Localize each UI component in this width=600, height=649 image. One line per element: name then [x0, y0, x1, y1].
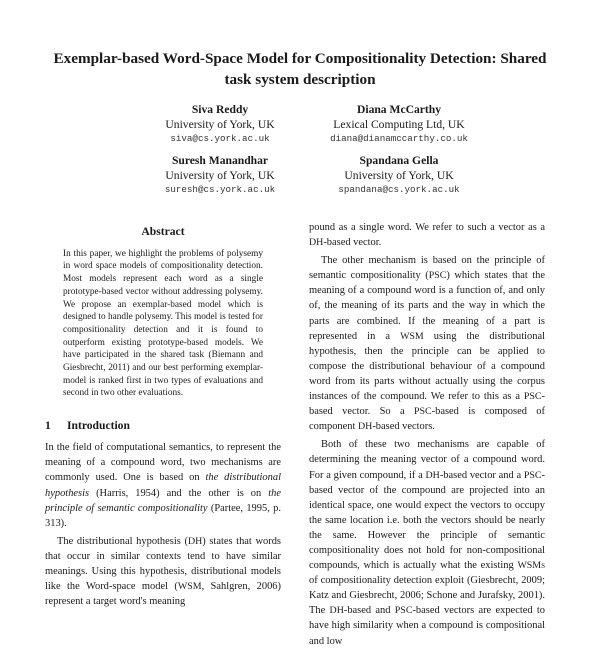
- body-paragraph: [309, 437, 545, 648]
- text: using the distributional hypothesis, then the principle can be applied to compose the distributional behaviour of a compound word from its parts without actually using the corpus instances of the compound. We refer to this as a: [309, 330, 545, 403]
- text: -based vector.: [323, 237, 382, 249]
- intro-paragraph: [45, 534, 281, 609]
- abstract-heading: Abstract: [141, 225, 185, 238]
- body-paragraph: [309, 220, 545, 250]
- acronym: DH: [329, 605, 344, 617]
- author-name: Spandana Gella: [359, 154, 439, 167]
- acronym: DH: [187, 535, 203, 547]
- text: pound as a single word. We refer to such a vector as a: [309, 222, 545, 233]
- abstract-text: In this paper, we highlight the problems of polysemy in word space models of compositionality detection. Most models represent each word as a single prototype-based vector without addressing polysemy. We propose an exemplar-based model which is designed to handle polysemy. This model is tested for compositionality detection and it is found to outperform existing prototype-based models. We have participated in the shared task (Biemann and Giesbrecht, 2011) and our best performing exemplar-model is ranked first in two types of evaluations and second in two other evaluations.: [63, 248, 263, 399]
- acronym: DH: [358, 421, 373, 433]
- author-affiliation: University of York, UK: [344, 169, 454, 182]
- acronym: PSC: [523, 469, 542, 481]
- text: ) which states that the meaning of a compound word is a function of, and only of, the meaning of its parts and the way in which the parts are combined. If the meaning of a part is represented in a: [309, 270, 545, 342]
- acronym: PSC: [428, 270, 447, 282]
- left-column: [45, 226, 281, 609]
- text: -based vector. So a: [309, 391, 545, 418]
- author-email: siva@cs.york.ac.uk: [170, 133, 270, 144]
- intro-paragraph: [45, 440, 281, 531]
- text-italic: the principle of semantic compositionality: [45, 487, 281, 514]
- text: The distributional hypothesis (: [57, 535, 188, 547]
- acronym: WSMs: [517, 560, 545, 572]
- abstract: [45, 226, 281, 400]
- acronym: DH: [309, 237, 324, 249]
- text: -based vectors are expected to have high similarity when a compound is compositional and low: [309, 605, 546, 647]
- author-email: spandana@cs.york.ac.uk: [338, 184, 460, 195]
- text: -based vectors.: [372, 421, 435, 433]
- text: of compositionality detection exploit (Giesbrecht, 2009; Katz and Giesbrecht, 2006; Schone and Jurafsky, 2001). The: [309, 575, 545, 617]
- text: -based and: [343, 605, 395, 617]
- text: (Partee, 1995, p. 313).: [45, 502, 281, 529]
- author-affiliation: University of York, UK: [165, 118, 275, 131]
- text: Both of these two mechanisms are capable of determining the meaning vector of a compound word. For a given compound, if a: [309, 439, 545, 481]
- author-affiliation: Lexical Computing Ltd, UK: [333, 118, 465, 131]
- text: ) states that words that occur in similar contexts tend to have similar meanings. Using this hypothesis, distributional models like the Word-space model (: [45, 535, 281, 593]
- body-paragraph: [309, 253, 545, 434]
- text: , Sahlgren, 2006) represent a target word's meaning: [45, 581, 281, 608]
- text: -based is composed of component: [309, 406, 545, 433]
- text: In the field of computational semantics, to represent the meaning of a compound word, two mechanisms are commonly used. One is based on: [45, 442, 281, 484]
- acronym: WSM: [400, 330, 424, 342]
- author-name: Siva Reddy: [191, 103, 249, 116]
- author-block: [279, 102, 519, 146]
- acronym: PSC: [394, 605, 413, 617]
- acronym: DH: [425, 469, 440, 481]
- author-block: [279, 153, 519, 197]
- acronym: PSC: [414, 406, 432, 418]
- section-heading: [45, 418, 281, 433]
- text-italic: the distributional hypothesis: [45, 472, 281, 499]
- section-title: Introduction: [67, 419, 130, 433]
- acronym: WSM: [177, 581, 202, 593]
- text: -based vector of the compound are projected into an identical space, one would expect the vectors to occupy the same location i.e. both the vectors should be nearly the same. However the principle of semantic compositionality does not hold for non-compositional compounds, which is actually what the existing: [309, 469, 545, 572]
- section-number: 1: [45, 419, 51, 433]
- text: (Harris, 1954) and the other is on: [89, 487, 269, 499]
- author-name: Diana McCarthy: [356, 103, 442, 116]
- right-column: [309, 220, 545, 649]
- text: The other mechanism is based on the principle of semantic compositionality (: [309, 255, 545, 282]
- author-email: diana@dianamccarthy.co.uk: [330, 133, 468, 144]
- author-name: Suresh Manandhar: [171, 154, 269, 167]
- text: -based vector and a: [439, 469, 524, 481]
- acronym: PSC: [523, 391, 542, 403]
- author-email: suresh@cs.york.ac.uk: [164, 184, 276, 195]
- author-affiliation: University of York, UK: [165, 169, 275, 182]
- paper-title: Exemplar-based Word-Space Model for Compositionality Detection: Shared task system description: [53, 50, 547, 88]
